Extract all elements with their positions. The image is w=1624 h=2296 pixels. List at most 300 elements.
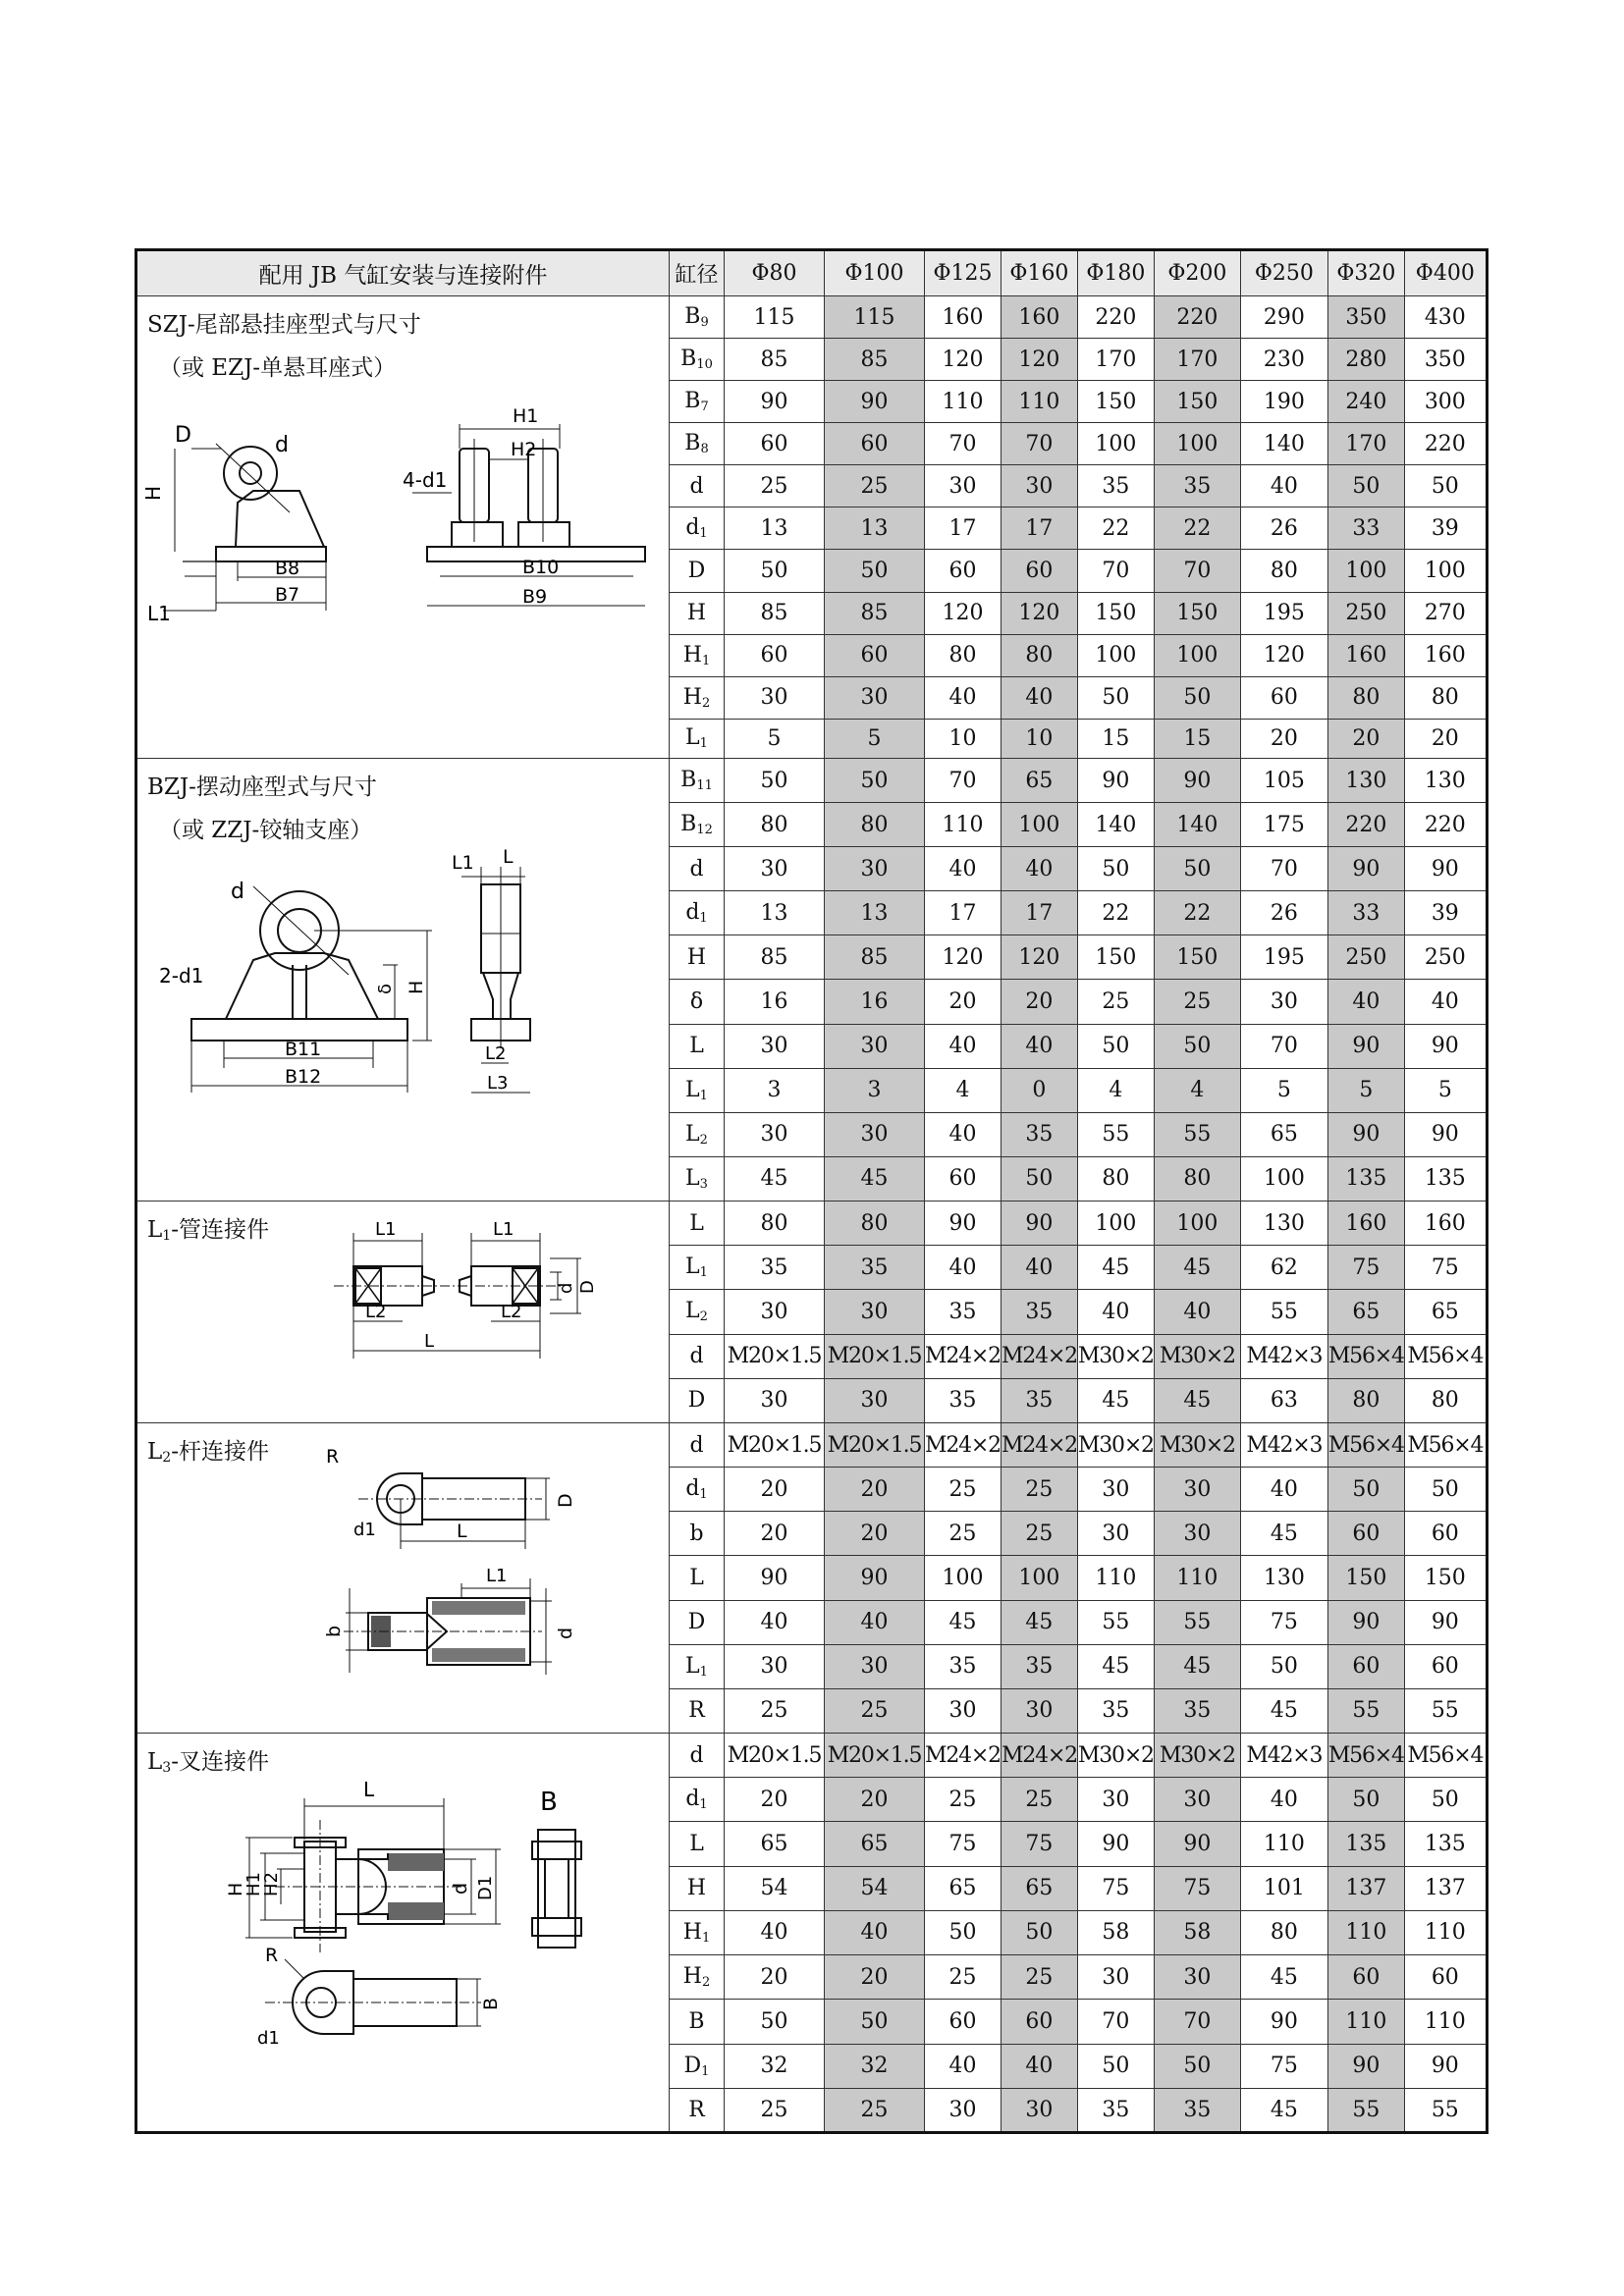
dimension-symbol	[670, 847, 725, 891]
label-L3: L3	[487, 1073, 509, 1094]
value-cell: 25	[1001, 1778, 1077, 1822]
label-delta: δ	[375, 983, 396, 994]
symbol-main: D	[683, 2053, 702, 2078]
value-cell: M42×3	[1240, 1334, 1327, 1378]
value-cell: 39	[1404, 891, 1487, 935]
symbol-subscript: 2	[701, 695, 711, 711]
symbol-subscript: 1	[701, 2063, 710, 2079]
spec-table	[135, 248, 1489, 2134]
value-cell: 30	[825, 676, 925, 719]
value-cell: 90	[1327, 1112, 1404, 1156]
section-cell-2	[136, 1201, 670, 1423]
value-cell: 85	[825, 592, 925, 634]
value-cell: M56×4	[1327, 1734, 1404, 1778]
value-cell: 30	[825, 1378, 925, 1422]
value-cell: 75	[1001, 1822, 1077, 1866]
symbol-subscript: 1	[699, 1797, 708, 1813]
value-cell: 5	[825, 719, 925, 758]
value-cell: 4	[1154, 1068, 1240, 1112]
label-R: R	[326, 1446, 340, 1468]
symbol-main: d	[689, 1432, 704, 1458]
value-cell: 40	[1001, 1246, 1077, 1290]
bore-col-header: Φ100	[825, 250, 925, 296]
value-cell: M30×2	[1077, 1423, 1154, 1468]
rod-connector-drawing	[285, 1441, 668, 1716]
value-cell: 65	[825, 1822, 925, 1866]
value-cell: 65	[1001, 759, 1077, 803]
dimension-symbol	[670, 339, 725, 381]
value-cell: 50	[1327, 465, 1404, 507]
symbol-main: D	[687, 1610, 706, 1635]
value-cell: M42×3	[1240, 1423, 1327, 1468]
value-cell: 55	[1327, 1688, 1404, 1733]
dimension-symbol	[670, 423, 725, 465]
value-cell: 30	[725, 1378, 825, 1422]
value-cell: 140	[1077, 803, 1154, 847]
value-cell: 290	[1240, 296, 1327, 339]
value-cell: 170	[1154, 339, 1240, 381]
label-D1: D1	[475, 1875, 496, 1900]
symbol-main: d	[689, 1344, 704, 1369]
symbol-main: L	[685, 1299, 700, 1324]
value-cell: 30	[1077, 1512, 1154, 1556]
section-title	[147, 1433, 269, 1466]
value-cell: 60	[925, 1156, 1001, 1201]
value-cell: 25	[925, 1468, 1001, 1512]
value-cell: 4	[1077, 1068, 1154, 1112]
section-title-sub: 1	[162, 1228, 172, 1244]
value-cell: 100	[925, 1556, 1001, 1600]
bore-col-header: Φ180	[1077, 250, 1154, 296]
dimension-symbol	[670, 891, 725, 935]
dimension-symbol	[670, 1778, 725, 1822]
label-D: D	[175, 423, 191, 448]
value-cell: 45	[825, 1156, 925, 1201]
value-cell: M30×2	[1154, 1334, 1240, 1378]
value-cell: 270	[1404, 592, 1487, 634]
value-cell: M56×4	[1404, 1423, 1487, 1468]
label-B8: B8	[275, 558, 300, 579]
symbol-main: H	[686, 944, 707, 970]
value-cell: 60	[1240, 676, 1327, 719]
label-H2: H2	[261, 1872, 282, 1896]
value-cell: 70	[1240, 847, 1327, 891]
value-cell: 220	[1404, 423, 1487, 465]
value-cell: 30	[1001, 465, 1077, 507]
dimension-symbol	[670, 1334, 725, 1378]
value-cell: 35	[925, 1290, 1001, 1334]
dimension-symbol	[670, 465, 725, 507]
value-cell: 25	[1001, 1955, 1077, 2000]
value-cell: 110	[1240, 1822, 1327, 1866]
value-cell: 39	[1404, 507, 1487, 550]
value-cell: 60	[1404, 1955, 1487, 2000]
value-cell: 35	[1001, 1112, 1077, 1156]
value-cell: 65	[925, 1866, 1001, 1910]
section-title-main: L	[147, 1217, 163, 1243]
value-cell: 20	[825, 1955, 925, 2000]
value-cell: 20	[1001, 980, 1077, 1024]
value-cell: 80	[725, 1201, 825, 1246]
value-cell: M24×2	[1001, 1423, 1077, 1468]
value-cell: 30	[1001, 2088, 1077, 2132]
value-cell: 50	[1001, 1156, 1077, 1201]
symbol-main: B	[680, 768, 697, 793]
value-cell: 220	[1404, 803, 1487, 847]
value-cell: 20	[1327, 719, 1404, 758]
value-cell: 35	[1077, 465, 1154, 507]
value-cell: 20	[725, 1778, 825, 1822]
value-cell: 50	[825, 759, 925, 803]
value-cell: 90	[1327, 2044, 1404, 2088]
symbol-subscript: 1	[699, 1265, 708, 1281]
value-cell: 0	[1001, 1068, 1077, 1112]
dimension-symbol	[670, 1423, 725, 1468]
value-cell: 130	[1240, 1556, 1327, 1600]
value-cell: 130	[1327, 759, 1404, 803]
value-cell: 40	[925, 1112, 1001, 1156]
header-row	[136, 250, 1488, 296]
value-cell: 100	[1404, 550, 1487, 592]
value-cell: 80	[925, 634, 1001, 676]
value-cell: 70	[1077, 2000, 1154, 2044]
value-cell: 120	[1240, 634, 1327, 676]
value-cell: 30	[1154, 1778, 1240, 1822]
label-L1: L1	[452, 852, 474, 874]
value-cell: M20×1.5	[725, 1734, 825, 1778]
label-B-view: B	[540, 1788, 558, 1817]
value-cell: 45	[725, 1156, 825, 1201]
value-cell: M56×4	[1404, 1734, 1487, 1778]
value-cell: 160	[925, 296, 1001, 339]
value-cell: 75	[1154, 1866, 1240, 1910]
symbol-main: d	[689, 473, 704, 499]
value-cell: M42×3	[1240, 1734, 1327, 1778]
dimension-symbol	[670, 676, 725, 719]
value-cell: 35	[1154, 1688, 1240, 1733]
symbol-main: d	[685, 1787, 700, 1812]
dimension-symbol	[670, 1866, 725, 1910]
value-cell: 90	[1001, 1201, 1077, 1246]
symbol-main: L	[689, 1210, 704, 1236]
section-subtitle: （或 EZJ-单悬耳座式）	[159, 355, 397, 381]
value-cell: 40	[1240, 1778, 1327, 1822]
value-cell: 90	[1327, 1600, 1404, 1644]
table-row	[136, 1423, 1488, 1468]
symbol-main: D	[687, 559, 706, 583]
symbol-main: R	[688, 1698, 705, 1724]
value-cell: 90	[825, 381, 925, 423]
rod-connector-svg	[285, 1441, 668, 1716]
symbol-main: B	[680, 812, 697, 837]
value-cell: 40	[1240, 465, 1327, 507]
value-cell: 55	[1327, 2088, 1404, 2132]
label-L1-right: L1	[493, 1219, 514, 1240]
value-cell: 40	[925, 2044, 1001, 2088]
value-cell: 15	[1154, 719, 1240, 758]
dimension-symbol	[670, 1068, 725, 1112]
value-cell: M30×2	[1154, 1423, 1240, 1468]
value-cell: 32	[825, 2044, 925, 2088]
bore-col-header: Φ200	[1154, 250, 1240, 296]
value-cell: 160	[1404, 634, 1487, 676]
label-B7: B7	[275, 584, 300, 606]
label-d: d	[275, 433, 289, 457]
dimension-symbol	[670, 1734, 725, 1778]
pipe-connector-drawing	[314, 1211, 638, 1368]
value-cell: 30	[1077, 1778, 1154, 1822]
value-cell: 50	[1154, 2044, 1240, 2088]
value-cell: 30	[1154, 1512, 1240, 1556]
label-L: L	[424, 1331, 435, 1352]
value-cell: 20	[825, 1778, 925, 1822]
label-b: b	[323, 1625, 345, 1637]
pipe-connector-svg	[314, 1211, 638, 1368]
value-cell: 20	[725, 1955, 825, 2000]
value-cell: 50	[1154, 1024, 1240, 1068]
value-cell: M20×1.5	[725, 1334, 825, 1378]
value-cell: 20	[925, 980, 1001, 1024]
section-title-sub: 2	[162, 1450, 172, 1466]
value-cell: 65	[725, 1822, 825, 1866]
value-cell: M24×2	[925, 1334, 1001, 1378]
value-cell: 33	[1327, 507, 1404, 550]
value-cell: 5	[1240, 1068, 1327, 1112]
table-row	[136, 759, 1488, 803]
symbol-main: L	[685, 1121, 700, 1147]
value-cell: 60	[925, 550, 1001, 592]
value-cell: 30	[925, 2088, 1001, 2132]
value-cell: M56×4	[1404, 1334, 1487, 1378]
dimension-symbol	[670, 1201, 725, 1246]
value-cell: 16	[825, 980, 925, 1024]
value-cell: 50	[1404, 1468, 1487, 1512]
label-d1: d1	[353, 1520, 376, 1540]
value-cell: 35	[925, 1644, 1001, 1688]
value-cell: 32	[725, 2044, 825, 2088]
dimension-symbol	[670, 1378, 725, 1422]
value-cell: 135	[1327, 1822, 1404, 1866]
value-cell: 150	[1077, 592, 1154, 634]
value-cell: 150	[1077, 381, 1154, 423]
value-cell: 350	[1404, 339, 1487, 381]
value-cell: 54	[725, 1866, 825, 1910]
value-cell: 25	[1077, 980, 1154, 1024]
value-cell: 5	[1327, 1068, 1404, 1112]
value-cell: 60	[725, 634, 825, 676]
value-cell: 30	[725, 676, 825, 719]
symbol-main: B	[680, 347, 697, 372]
table-row	[136, 1201, 1488, 1246]
dimension-symbol	[670, 980, 725, 1024]
value-cell: 100	[1077, 423, 1154, 465]
value-cell: 70	[1154, 2000, 1240, 2044]
value-cell: 85	[725, 592, 825, 634]
value-cell: 170	[1327, 423, 1404, 465]
value-cell: 80	[1327, 1378, 1404, 1422]
value-cell: 150	[1154, 381, 1240, 423]
symbol-subscript: 1	[699, 1487, 708, 1503]
value-cell: 100	[1001, 803, 1077, 847]
value-cell: 80	[1404, 1378, 1487, 1422]
symbol-main: b	[689, 1521, 704, 1546]
value-cell: 60	[825, 423, 925, 465]
value-cell: 55	[1240, 1290, 1327, 1334]
value-cell: 20	[825, 1512, 925, 1556]
label-B9: B9	[522, 586, 548, 608]
value-cell: 50	[725, 2000, 825, 2044]
value-cell: 80	[1001, 634, 1077, 676]
dimension-symbol	[670, 550, 725, 592]
value-cell: 30	[725, 1024, 825, 1068]
symbol-main: d	[689, 856, 704, 881]
value-cell: 45	[1001, 1600, 1077, 1644]
value-cell: 70	[1077, 550, 1154, 592]
label-L: L	[503, 847, 514, 868]
value-cell: 3	[825, 1068, 925, 1112]
symbol-main: d	[685, 1476, 700, 1502]
value-cell: 40	[1154, 1290, 1240, 1334]
dimension-symbol	[670, 1910, 725, 1954]
symbol-main: H	[686, 601, 707, 626]
value-cell: 30	[1240, 980, 1327, 1024]
value-cell: 70	[1001, 423, 1077, 465]
value-cell: 50	[1077, 1024, 1154, 1068]
value-cell: 280	[1327, 339, 1404, 381]
value-cell: 25	[825, 465, 925, 507]
value-cell: 50	[725, 759, 825, 803]
value-cell: 30	[825, 1024, 925, 1068]
value-cell: 100	[1077, 1201, 1154, 1246]
value-cell: 300	[1404, 381, 1487, 423]
value-cell: 30	[825, 1644, 925, 1688]
value-cell: 75	[1404, 1246, 1487, 1290]
symbol-main: H	[682, 642, 702, 667]
symbol-subscript: 8	[700, 442, 709, 457]
bore-col-header: Φ125	[925, 250, 1001, 296]
value-cell: 90	[1240, 2000, 1327, 2044]
symbol-main: L	[689, 1832, 704, 1857]
value-cell: 100	[1154, 1201, 1240, 1246]
value-cell: 85	[725, 339, 825, 381]
value-cell: 195	[1240, 592, 1327, 634]
value-cell: 30	[1077, 1955, 1154, 2000]
value-cell: 90	[1404, 1112, 1487, 1156]
value-cell: 30	[925, 1688, 1001, 1733]
value-cell: 65	[1240, 1112, 1327, 1156]
value-cell: 70	[1240, 1024, 1327, 1068]
value-cell: 195	[1240, 935, 1327, 980]
value-cell: 90	[1154, 1822, 1240, 1866]
bzj-drawing-svg	[137, 847, 670, 1132]
value-cell: 50	[1077, 2044, 1154, 2088]
value-cell: 25	[925, 1778, 1001, 1822]
symbol-subscript: 1	[701, 1930, 711, 1946]
value-cell: 120	[1001, 935, 1077, 980]
value-cell: M30×2	[1154, 1734, 1240, 1778]
value-cell: 250	[1327, 935, 1404, 980]
value-cell: 40	[825, 1910, 925, 1954]
value-cell: 75	[925, 1822, 1001, 1866]
symbol-main: δ	[689, 989, 704, 1015]
bore-label: 缸径	[670, 250, 725, 296]
fork-connector-svg	[167, 1751, 668, 2133]
dimension-symbol	[670, 507, 725, 550]
value-cell: 55	[1154, 1112, 1240, 1156]
value-cell: 40	[725, 1600, 825, 1644]
value-cell: 33	[1327, 891, 1404, 935]
value-cell: 50	[825, 2000, 925, 2044]
value-cell: 80	[825, 1201, 925, 1246]
value-cell: 62	[1240, 1246, 1327, 1290]
value-cell: M20×1.5	[825, 1423, 925, 1468]
value-cell: M30×2	[1077, 1734, 1154, 1778]
value-cell: 135	[1404, 1156, 1487, 1201]
value-cell: 90	[1404, 1600, 1487, 1644]
dimension-symbol	[670, 1468, 725, 1512]
value-cell: 13	[725, 507, 825, 550]
value-cell: 15	[1077, 719, 1154, 758]
value-cell: 120	[925, 592, 1001, 634]
value-cell: 75	[1240, 2044, 1327, 2088]
value-cell: 80	[1077, 1156, 1154, 1201]
value-cell: 30	[825, 1290, 925, 1334]
value-cell: 55	[1077, 1112, 1154, 1156]
value-cell: 85	[825, 935, 925, 980]
value-cell: 110	[1404, 1910, 1487, 1954]
value-cell: 60	[1001, 550, 1077, 592]
value-cell: 50	[1077, 676, 1154, 719]
dimension-symbol	[670, 1822, 725, 1866]
value-cell: M20×1.5	[825, 1734, 925, 1778]
symbol-main: L	[689, 1565, 704, 1590]
value-cell: 17	[1001, 507, 1077, 550]
value-cell: 30	[725, 1112, 825, 1156]
value-cell: 35	[1077, 2088, 1154, 2132]
value-cell: 22	[1154, 507, 1240, 550]
dimension-symbol	[670, 759, 725, 803]
value-cell: 170	[1077, 339, 1154, 381]
value-cell: 130	[1404, 759, 1487, 803]
value-cell: 75	[1240, 1600, 1327, 1644]
value-cell: 137	[1327, 1866, 1404, 1910]
value-cell: 25	[825, 1688, 925, 1733]
value-cell: 90	[925, 1201, 1001, 1246]
dimension-symbol	[670, 719, 725, 758]
symbol-main: H	[682, 1919, 702, 1945]
value-cell: 40	[1077, 1290, 1154, 1334]
value-cell: 25	[925, 1955, 1001, 2000]
value-cell: 85	[825, 339, 925, 381]
value-cell: 80	[1154, 1156, 1240, 1201]
value-cell: 25	[1001, 1468, 1077, 1512]
value-cell: 55	[1404, 1688, 1487, 1733]
value-cell: 45	[1077, 1644, 1154, 1688]
label-B12: B12	[285, 1066, 322, 1088]
value-cell: 26	[1240, 891, 1327, 935]
symbol-subscript: 2	[699, 1309, 708, 1325]
value-cell: 25	[725, 1688, 825, 1733]
symbol-main: H	[682, 1964, 702, 1990]
value-cell: 115	[725, 296, 825, 339]
value-cell: 160	[1404, 1201, 1487, 1246]
symbol-main: L	[685, 1165, 700, 1191]
value-cell: 10	[1001, 719, 1077, 758]
value-cell: 26	[1240, 507, 1327, 550]
value-cell: 40	[825, 1600, 925, 1644]
value-cell: M20×1.5	[825, 1334, 925, 1378]
value-cell: 30	[1077, 1468, 1154, 1512]
